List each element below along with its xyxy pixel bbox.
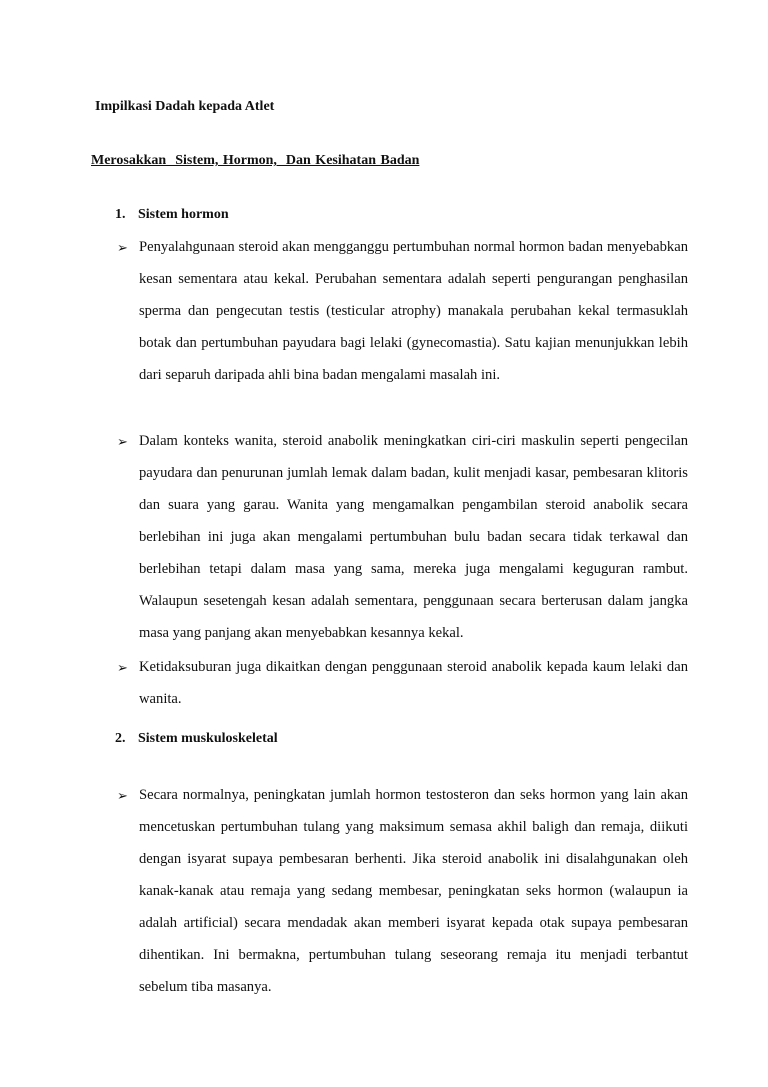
arrowhead-bullet-icon: ➢ <box>117 240 128 255</box>
section-heading-text: Sistem hormon <box>138 207 229 222</box>
bullet-text: Secara normalnya, peningkatan jumlah hormon testosteron dan seks hormon yang lain akan mencetuskan pertumbuhan tulang yang maksimum semasa akhil baligh dan remaja, diikuti dengan isyarat supaya pembesaran berhenti. Jika steroid anabolik ini disalahgunakan oleh kanak-kanak atau remaja yang sedang membesar, peningkatan seks hormon (walaupun ia adalah artificial) secara mendadak akan memberi isyarat kepada otak supaya pembesaran dihentikan. Ini bermakna, pertumbuhan tulang seseorang remaja itu menjadi terbantut sebelum tiba masanya. <box>139 787 688 995</box>
section-subtitle: Merosakkan Sistem, Hormon, Dan Kesihatan Badan <box>91 153 420 168</box>
bullet-text: Dalam konteks wanita, steroid anabolik meningkatkan ciri-ciri maskulin seperti pengecilan payudara dan penurunan jumlah lemak dalam badan, kulit menjadi kasar, pembesaran klitoris dan suara yang garau. Wanita yang mengamalkan pengambilan steroid anabolik secara berlebihan ini juga akan mengalami pertumbuhan bulu badan secara tidak terkawal dan berlebihan tetapi dalam masa yang sama, mereka juga mengalami keguguran rambut. Walaupun sesetengah kesan adalah sementara, penggunaan secara berterusan dalam jangka masa yang panjang akan menyebabkan kesannya kekal. <box>139 433 688 641</box>
bullet-text: Penyalahgunaan steroid akan mengganggu pertumbuhan normal hormon badan menyebabkan kesan sementara atau kekal. Perubahan sementara adalah seperti pengurangan penghasilan sperma dan pengecutan testis (testicular atrophy) manakala perubahan kekal termasuklah botak dan pertumbuhan payudara bagi lelaki (gynecomastia). Satu kajian menunjukkan lebih dari separuh daripada ahli bina badan mengalami masalah ini. <box>139 239 688 383</box>
section-number: 1. <box>115 207 126 222</box>
arrowhead-bullet-icon: ➢ <box>117 434 128 449</box>
arrowhead-bullet-icon: ➢ <box>117 660 128 675</box>
section-heading-1 <box>115 207 229 223</box>
section-heading-2 <box>115 731 278 747</box>
document-title: Impilkasi Dadah kepada Atlet <box>95 99 275 114</box>
section-number: 2. <box>115 731 126 746</box>
bullet-text: Ketidaksuburan juga dikaitkan dengan penggunaan steroid anabolik kepada kaum lelaki dan wanita. <box>139 659 688 707</box>
section-heading-text: Sistem muskuloskeletal <box>138 731 278 746</box>
arrowhead-bullet-icon: ➢ <box>117 788 128 803</box>
